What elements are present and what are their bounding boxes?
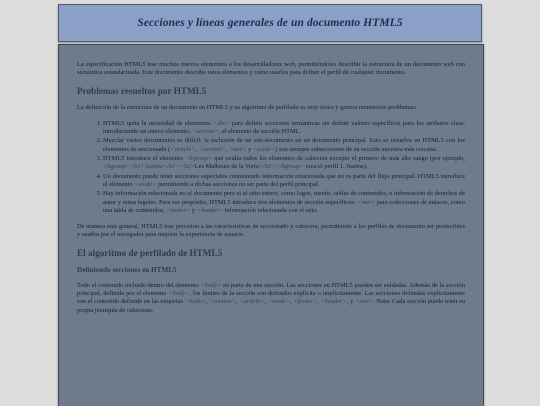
subsection-heading-defining-sections: Definiendo secciones en HTML5 — [77, 265, 177, 274]
code-nav: <nav> — [228, 145, 247, 153]
list-item: 3. HTML5 introduce el elemento <hgroup> que oculta todos los elementos de cabecera excepto el primero de más alto rango (por ejemplo, <hgroup><h1>Justine</h1><h2>Les Malheurs de la Vertu</h2></hgroup> crea el perfil 1. Justine). — [103, 155, 465, 172]
page-title: Secciones y líneas generales de un documento HTML5 — [137, 17, 403, 29]
code-article: <article> — [170, 145, 196, 153]
problems-lead-paragraph: La definición de la estructura de un documento en HTML5 y su algoritmo de perfilado es muy tosco y genera numerosos problemas: — [77, 103, 417, 111]
defining-sections-paragraph: Todo el contenido incluido dentro del elemento <body> en parte de una sección. Las secciones en HTML5 pueden ser anidadas. Además de la sección principal, definida por el elemento <body>, los límites de la sección son definidos explícita o implícitamente. Las secciones definidas explícitamente son el contenido definido en las etiquetas <body>, <section>, <article>, <aside>, <footer>, <header>, y <nav>. Nota: Cada sección puede tener su propia jerarquía de cabeceras. — [77, 281, 466, 314]
code-footer: <footer> — [166, 206, 191, 214]
code-aside: <aside> — [252, 145, 276, 153]
code-section: <section> — [209, 298, 236, 306]
list-item: 5. Hay información relacionada no al documento pero si al sitio entero, como logos, menús, tablas de contenidos, o información de derechos de autor y notas legales. Para ese propósito, HTML5 introduce tres elementos de sección específicos: <nav> para colecciones de enlaces, como una tabla de contenidos, <footer> y <header> información relacionada con el sitio. — [103, 190, 465, 215]
problems-list — [77, 120, 465, 215]
code-section: <section> — [191, 128, 219, 136]
code-body: <body> — [168, 290, 190, 298]
section-heading-problems: Problemas resueltos por HTML5 — [77, 85, 207, 96]
code-aside: <aside> — [134, 180, 157, 188]
page-header — [58, 4, 482, 42]
list-item: 2. Mezclar varios documentos es difícil: la inclusión de un sub-documento en un documento principal. Esto se resuelve en HTML5 con los elementos de seccionado (<article>, <section>, <nav> y <aside>) son siempre subsecciones de su sección ancestra más cercana. — [103, 137, 465, 154]
list-item: 1. HTML5 quita la necesidad de elementos <div> para definir secciones semánticas sin definir valores específicos para los atributos class, introduciendo un nuevo elemento, <section>, el elemento de sección HTML. — [103, 120, 465, 137]
code-nav: <nav> — [357, 198, 376, 206]
code-nav: <nav> — [355, 298, 373, 306]
code-hgroup-example: <hgroup><h1>Justine</h1><h2> — [103, 163, 195, 171]
section-heading-algorithm: El algoritmo de perfilado de HTML5 — [77, 247, 223, 258]
code-footer: <footer> — [293, 298, 318, 306]
intro-paragraph: La especificación HTML5 trae muchos nuevos elementos a los desarrolladores web, permitiéndoles describir la estructura de un documento web con semántica estandarizada. Este documento describe estos elementos y cómo usarlos para definir el perfil de cualquier documento. — [77, 61, 465, 77]
code-article: <article> — [239, 298, 265, 306]
code-body: <body> — [184, 298, 206, 306]
code-aside: <aside> — [267, 298, 290, 306]
code-header: <header> — [196, 206, 224, 214]
code-section: <section> — [198, 145, 226, 153]
code-body: <body> — [200, 281, 222, 289]
main-content[interactable] — [58, 44, 484, 406]
code-hgroup: <hgroup> — [185, 155, 212, 163]
code-hgroup-close: </h2></hgroup> — [258, 163, 305, 171]
code-header: <header> — [320, 298, 347, 306]
problems-outro-paragraph: De manera más general, HTML5 trae precisión a las características de seccionado y cabecera, permitiendo a los perfiles de documento ser predecibles y usados por el navegador para mejorar la experiencia de usuario. — [77, 223, 465, 239]
list-item: 4. Un documento puede tener secciones especiales conteniendo información relacionada que no es parte del flujo principal. HTML5 introduce el elemento <aside> permitiendo a dichas secciones no ser parte del perfil principal. — [103, 173, 465, 190]
code-div: <div> — [213, 119, 230, 127]
